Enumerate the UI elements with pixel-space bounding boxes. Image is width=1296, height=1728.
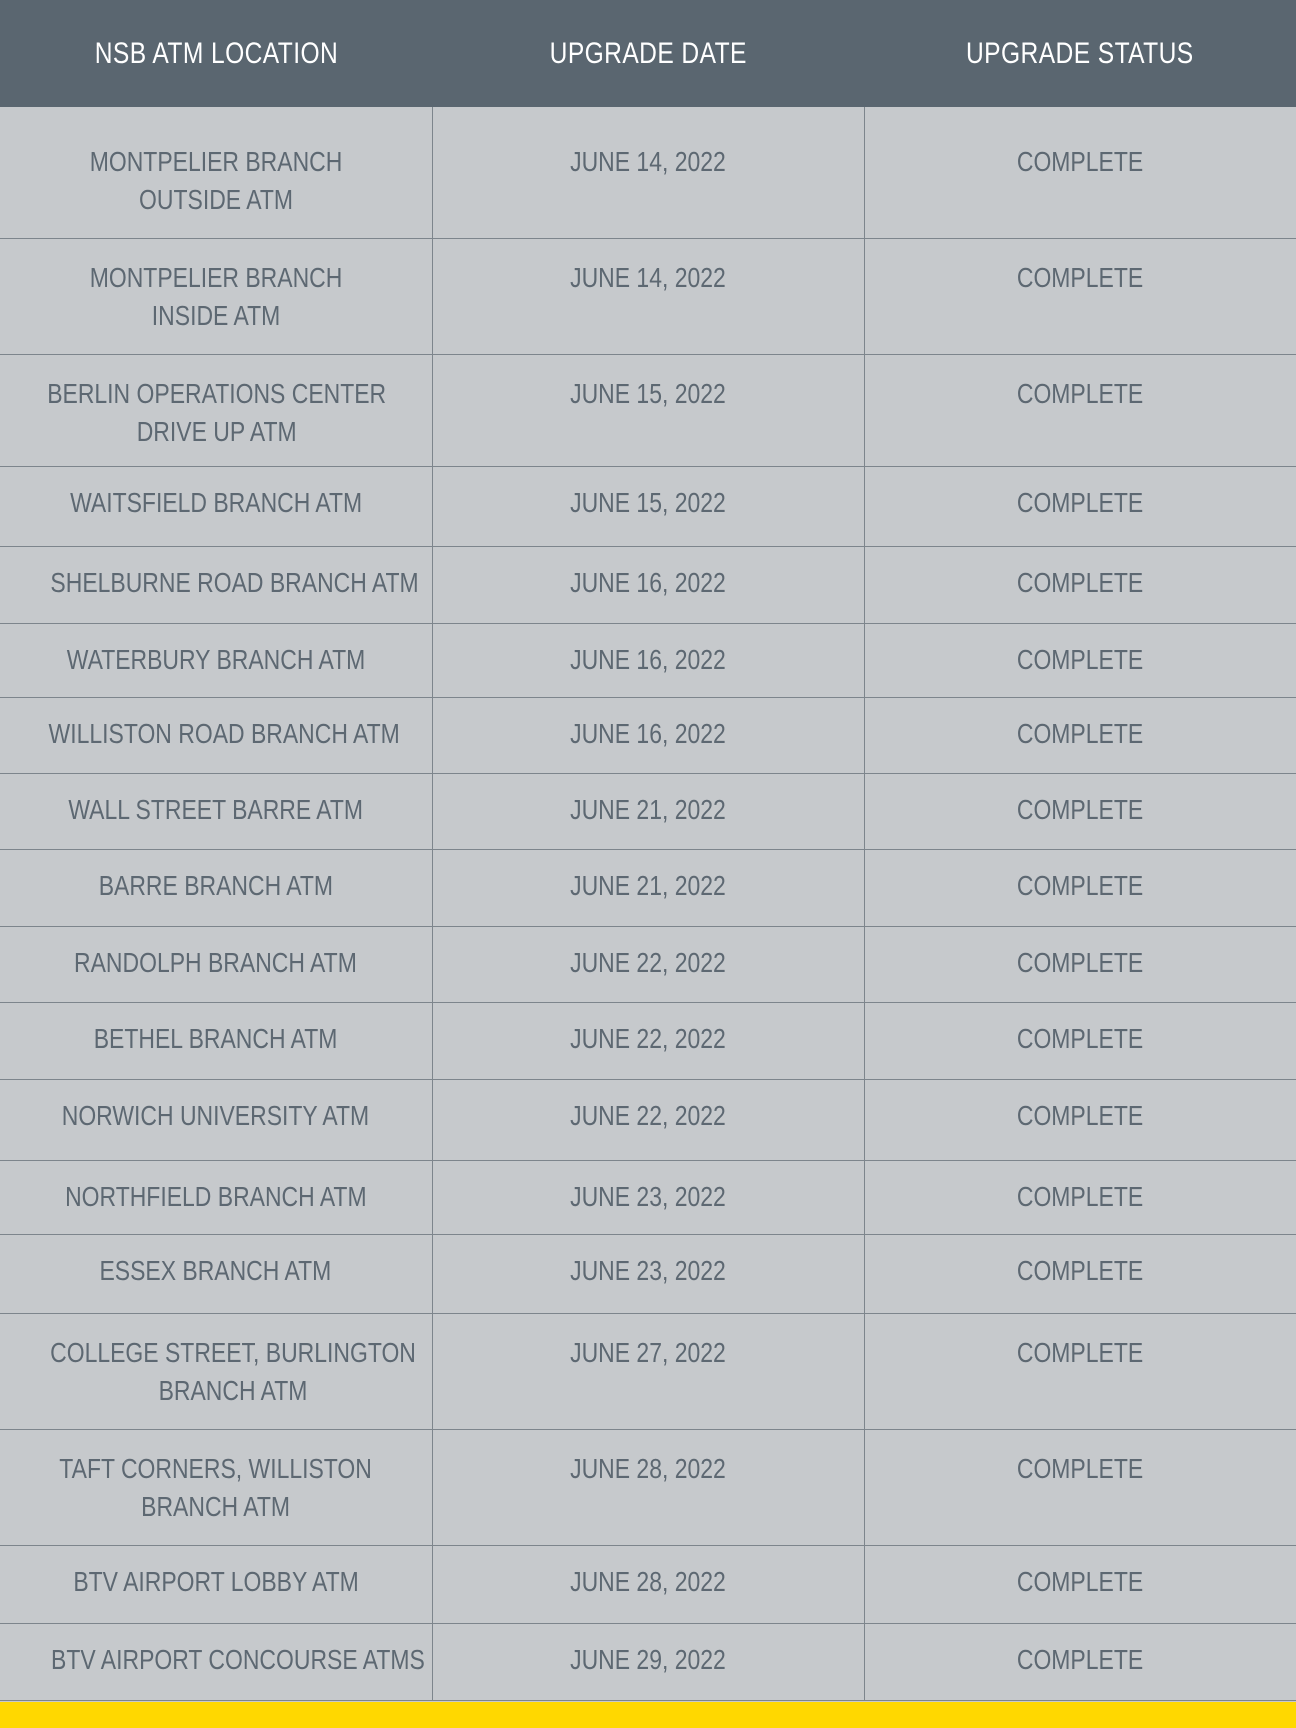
cell-upgrade-date: JUNE 22, 2022	[432, 1079, 864, 1160]
cell-upgrade-date: JUNE 14, 2022	[432, 107, 864, 238]
table-row	[0, 1623, 1296, 1700]
location-line: MONTPELIER BRANCH	[89, 261, 343, 293]
cell-location	[0, 849, 432, 926]
status-badge: COMPLETE	[1017, 1643, 1144, 1675]
cell-upgrade-date: JUNE 21, 2022	[432, 849, 864, 926]
cell-upgrade-date: JUNE 28, 2022	[432, 1429, 864, 1545]
table-row	[0, 546, 1296, 623]
location-line: BERLIN OPERATIONS CENTER	[47, 377, 387, 409]
cell-location	[0, 1429, 432, 1545]
status-badge: COMPLETE	[1017, 1099, 1144, 1131]
cell-location	[0, 466, 432, 546]
status-badge: COMPLETE	[1017, 146, 1144, 177]
cell-upgrade-status	[864, 238, 1296, 354]
status-badge: COMPLETE	[1017, 377, 1144, 409]
location-line: OUTSIDE ATM	[138, 184, 293, 215]
location-line: INSIDE ATM	[151, 299, 280, 331]
cell-upgrade-date: JUNE 15, 2022	[432, 466, 864, 546]
location-line: BETHEL BRANCH ATM	[93, 1022, 338, 1054]
cell-upgrade-status	[864, 1623, 1296, 1700]
location-line: DRIVE UP ATM	[136, 415, 297, 447]
table-row	[0, 1545, 1296, 1623]
cell-upgrade-date: JUNE 21, 2022	[432, 773, 864, 849]
cell-location	[0, 1545, 432, 1623]
status-badge: COMPLETE	[1017, 1336, 1144, 1368]
table-header	[0, 0, 1296, 107]
table-row	[0, 107, 1296, 238]
cell-upgrade-status	[864, 1429, 1296, 1545]
cell-location	[0, 354, 432, 466]
cell-location	[0, 623, 432, 697]
cell-location	[0, 1079, 432, 1160]
location-line: WILLISTON ROAD BRANCH ATM	[48, 717, 400, 749]
cell-upgrade-date: JUNE 22, 2022	[432, 1002, 864, 1079]
cell-upgrade-status	[864, 1160, 1296, 1234]
location-line: BRANCH ATM	[158, 1374, 308, 1406]
table-row	[0, 1002, 1296, 1079]
location-line: BTV AIRPORT LOBBY ATM	[73, 1565, 359, 1597]
status-badge: COMPLETE	[1017, 1254, 1144, 1286]
table-row	[0, 926, 1296, 1002]
table-row	[0, 1160, 1296, 1234]
cell-upgrade-status	[864, 849, 1296, 926]
cell-upgrade-status	[864, 466, 1296, 546]
cell-upgrade-status	[864, 1313, 1296, 1429]
cell-location	[0, 1313, 432, 1429]
cell-upgrade-date: JUNE 16, 2022	[432, 546, 864, 623]
status-badge: COMPLETE	[1017, 643, 1144, 675]
status-badge: COMPLETE	[1017, 566, 1144, 598]
table-row	[0, 773, 1296, 849]
status-badge: COMPLETE	[1017, 793, 1144, 825]
location-line: BRANCH ATM	[141, 1490, 291, 1522]
status-badge: COMPLETE	[1017, 486, 1144, 518]
location-line: BARRE BRANCH ATM	[98, 869, 333, 901]
status-badge: COMPLETE	[1017, 1180, 1144, 1212]
cell-upgrade-date: JUNE 28, 2022	[432, 1545, 864, 1623]
table-row	[0, 849, 1296, 926]
cell-upgrade-status	[864, 1002, 1296, 1079]
header-upgrade-date: UPGRADE DATE	[432, 0, 864, 107]
location-line: ESSEX BRANCH ATM	[99, 1254, 332, 1286]
cell-upgrade-date: JUNE 23, 2022	[432, 1234, 864, 1313]
cell-upgrade-status	[864, 107, 1296, 238]
status-badge: COMPLETE	[1017, 946, 1144, 978]
status-badge: COMPLETE	[1017, 869, 1144, 901]
location-line: SHELBURNE ROAD BRANCH ATM	[50, 566, 419, 598]
table-row	[0, 354, 1296, 466]
cell-upgrade-date: JUNE 16, 2022	[432, 623, 864, 697]
cell-location	[0, 1234, 432, 1313]
table-row	[0, 1429, 1296, 1545]
cell-upgrade-status	[864, 926, 1296, 1002]
cell-location	[0, 1160, 432, 1234]
cell-upgrade-date: JUNE 23, 2022	[432, 1160, 864, 1234]
header-row	[0, 0, 1296, 107]
cell-upgrade-date: JUNE 16, 2022	[432, 697, 864, 773]
cell-upgrade-status	[864, 1079, 1296, 1160]
status-badge: COMPLETE	[1017, 1565, 1144, 1597]
status-badge: COMPLETE	[1017, 717, 1144, 749]
table-body	[0, 107, 1296, 1700]
cell-upgrade-date: JUNE 15, 2022	[432, 354, 864, 466]
cell-upgrade-status	[864, 697, 1296, 773]
header-location: NSB ATM LOCATION	[0, 0, 432, 107]
header-upgrade-status: UPGRADE STATUS	[864, 0, 1296, 107]
location-line: BTV AIRPORT CONCOURSE ATMS	[51, 1643, 425, 1675]
cell-location	[0, 697, 432, 773]
cell-location	[0, 238, 432, 354]
location-line: WATERBURY BRANCH ATM	[66, 643, 366, 675]
cell-upgrade-status	[864, 773, 1296, 849]
status-badge: COMPLETE	[1017, 261, 1144, 293]
cell-location	[0, 546, 432, 623]
cell-upgrade-date: JUNE 14, 2022	[432, 238, 864, 354]
cell-upgrade-status	[864, 1234, 1296, 1313]
location-line: TAFT CORNERS, WILLISTON	[59, 1452, 373, 1484]
location-line: WALL STREET BARRE ATM	[68, 793, 364, 825]
cell-upgrade-status	[864, 354, 1296, 466]
location-line: WAITSFIELD BRANCH ATM	[69, 486, 362, 518]
cell-location	[0, 1623, 432, 1700]
status-badge: COMPLETE	[1017, 1022, 1144, 1054]
cell-upgrade-date: JUNE 29, 2022	[432, 1623, 864, 1700]
cell-upgrade-date: JUNE 27, 2022	[432, 1313, 864, 1429]
footer-accent-bar	[0, 1702, 1296, 1728]
cell-location	[0, 107, 432, 238]
location-line: COLLEGE STREET, BURLINGTON	[50, 1336, 416, 1368]
cell-location	[0, 773, 432, 849]
cell-upgrade-status	[864, 546, 1296, 623]
status-badge: COMPLETE	[1017, 1452, 1144, 1484]
table-row	[0, 1079, 1296, 1160]
table-row	[0, 1234, 1296, 1313]
location-line: RANDOLPH BRANCH ATM	[74, 946, 358, 978]
cell-upgrade-status	[864, 623, 1296, 697]
table-row	[0, 466, 1296, 546]
table-row	[0, 238, 1296, 354]
table-row	[0, 623, 1296, 697]
cell-location	[0, 926, 432, 1002]
table-row	[0, 1313, 1296, 1429]
cell-upgrade-status	[864, 1545, 1296, 1623]
cell-location	[0, 1002, 432, 1079]
location-line: NORTHFIELD BRANCH ATM	[64, 1180, 367, 1212]
location-line: NORWICH UNIVERSITY ATM	[62, 1099, 370, 1131]
location-line: MONTPELIER BRANCH	[89, 146, 343, 177]
cell-upgrade-date: JUNE 22, 2022	[432, 926, 864, 1002]
table-row	[0, 697, 1296, 773]
